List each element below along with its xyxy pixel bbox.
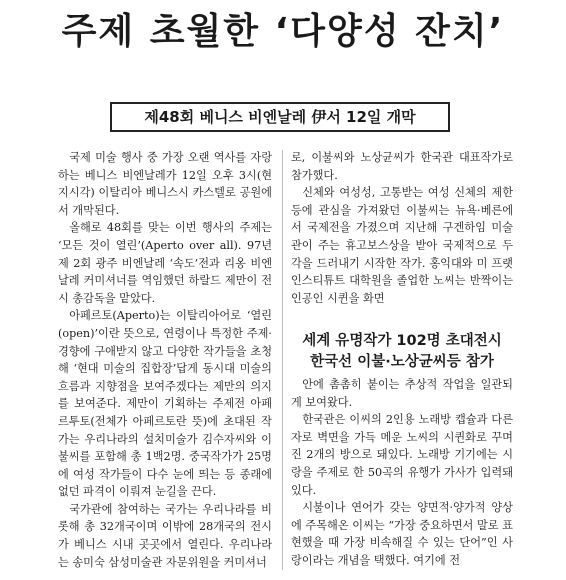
paragraph: 신체와 여성성, 고통받는 여성 신체의 제한 등에 관심을 가져왔던 이불씨는 뉴욕·베른에서 국제전을 가졌으며 지난해 구겐하임 미술관이 주는 휴고보스상을 받아 국제적으로 두각을 드러내기 시작한 작가. 홍익대와 미 프랫 인스티튜트 대학원을 졸업한 노씨는 반짝이는 인공인 시퀸을 화면 (291, 186, 513, 305)
paragraph: 안에 촘촘히 붙이는 추상적 작업을 일관되게 보여왔다. (291, 378, 513, 409)
column-divider (282, 150, 283, 570)
paragraph: 올해로 48회를 맞는 이번 행사의 주제는 ‘모든 것이 열린’(Aperto over all). 97년 제 2회 광주 비엔날레 ‘속도’전과 리옹 비엔날레 커미셔너를 역임했던 하랄드 제만이 전시 총감독을 맡았다. (58, 221, 272, 305)
paragraph: 국제 미술 행사 중 가장 오랜 역사를 자랑하는 베니스 비엔날레가 12일 오후 3시(현지시각) 이탈리아 베니스시 카스텔로 공원에서 개막된다. (58, 151, 272, 217)
inner-heading-2: 한국선 이불·노상균씨등 참가 (310, 354, 494, 370)
paragraph: 국가관에 참여하는 국가는 우리나라를 비롯해 총 32개국이며 이밖에 28개국의 전시가 베니스 시내 곳곳에서 열린다. 우리나라는 송미숙 삼성미술관 자문위원을 커미셔너 (58, 502, 272, 569)
paragraph: 로, 이불씨와 노상균씨가 한국관 대표작가로 참가했다. (291, 151, 513, 182)
article-column-right-top (291, 149, 513, 327)
headline: 주제 초월한 ‘다양성 잔치’ (61, 11, 505, 52)
paragraph: 한국관은 이씨의 2인용 노래방 캡슐과 다른 자로 벽면을 가득 메운 노씨의 시퀸화로 꾸며진 2개의 방으로 돼있다. 노래방 기기에는 시랑을 주제로 한 50곡의 유행가 가사가 입력돼 있다. (291, 413, 513, 497)
inner-heading-1: 세계 유명작가 102명 초대전시 (302, 333, 502, 349)
article-column-left (58, 149, 272, 580)
subheadline: 제48회 베니스 비엔날레 伊서 12일 개막 (144, 108, 416, 126)
paragraph: 시불이나 연어가 갖는 양면적·양가적 양상에 주목해온 이씨는 “가장 중요하면서 말로 표현했을 때 가장 비속해질 수 있는 단어”인 사랑이라는 개념을 택했다. 여기에 전 (291, 501, 513, 567)
article-column-right-bottom (291, 376, 513, 580)
paragraph: 아페르토(Aperto)는 이탈리아어로 ‘열린(open)’이란 뜻으로, 연령이나 특정한 주제·경향에 구애받지 않고 다양한 작가들을 초청해 ‘현대 미술의 집합장’답게 동시대 미술의 흐름과 지향점을 보여주겠다는 제만의 의지를 보여준다. 제만이 기획하는 주제전 아페르투토(전체가 아페르토란 뜻)에 초대된 작가는 우리나라의 설치미술가 김수자씨와 이불씨를 포함해 총 1백2명. 중국작가가 25명에 여성 작가들이 다수 눈에 띄는 등 종래에 없던 파격이 이뤄져 눈길을 끈다. (58, 309, 272, 499)
